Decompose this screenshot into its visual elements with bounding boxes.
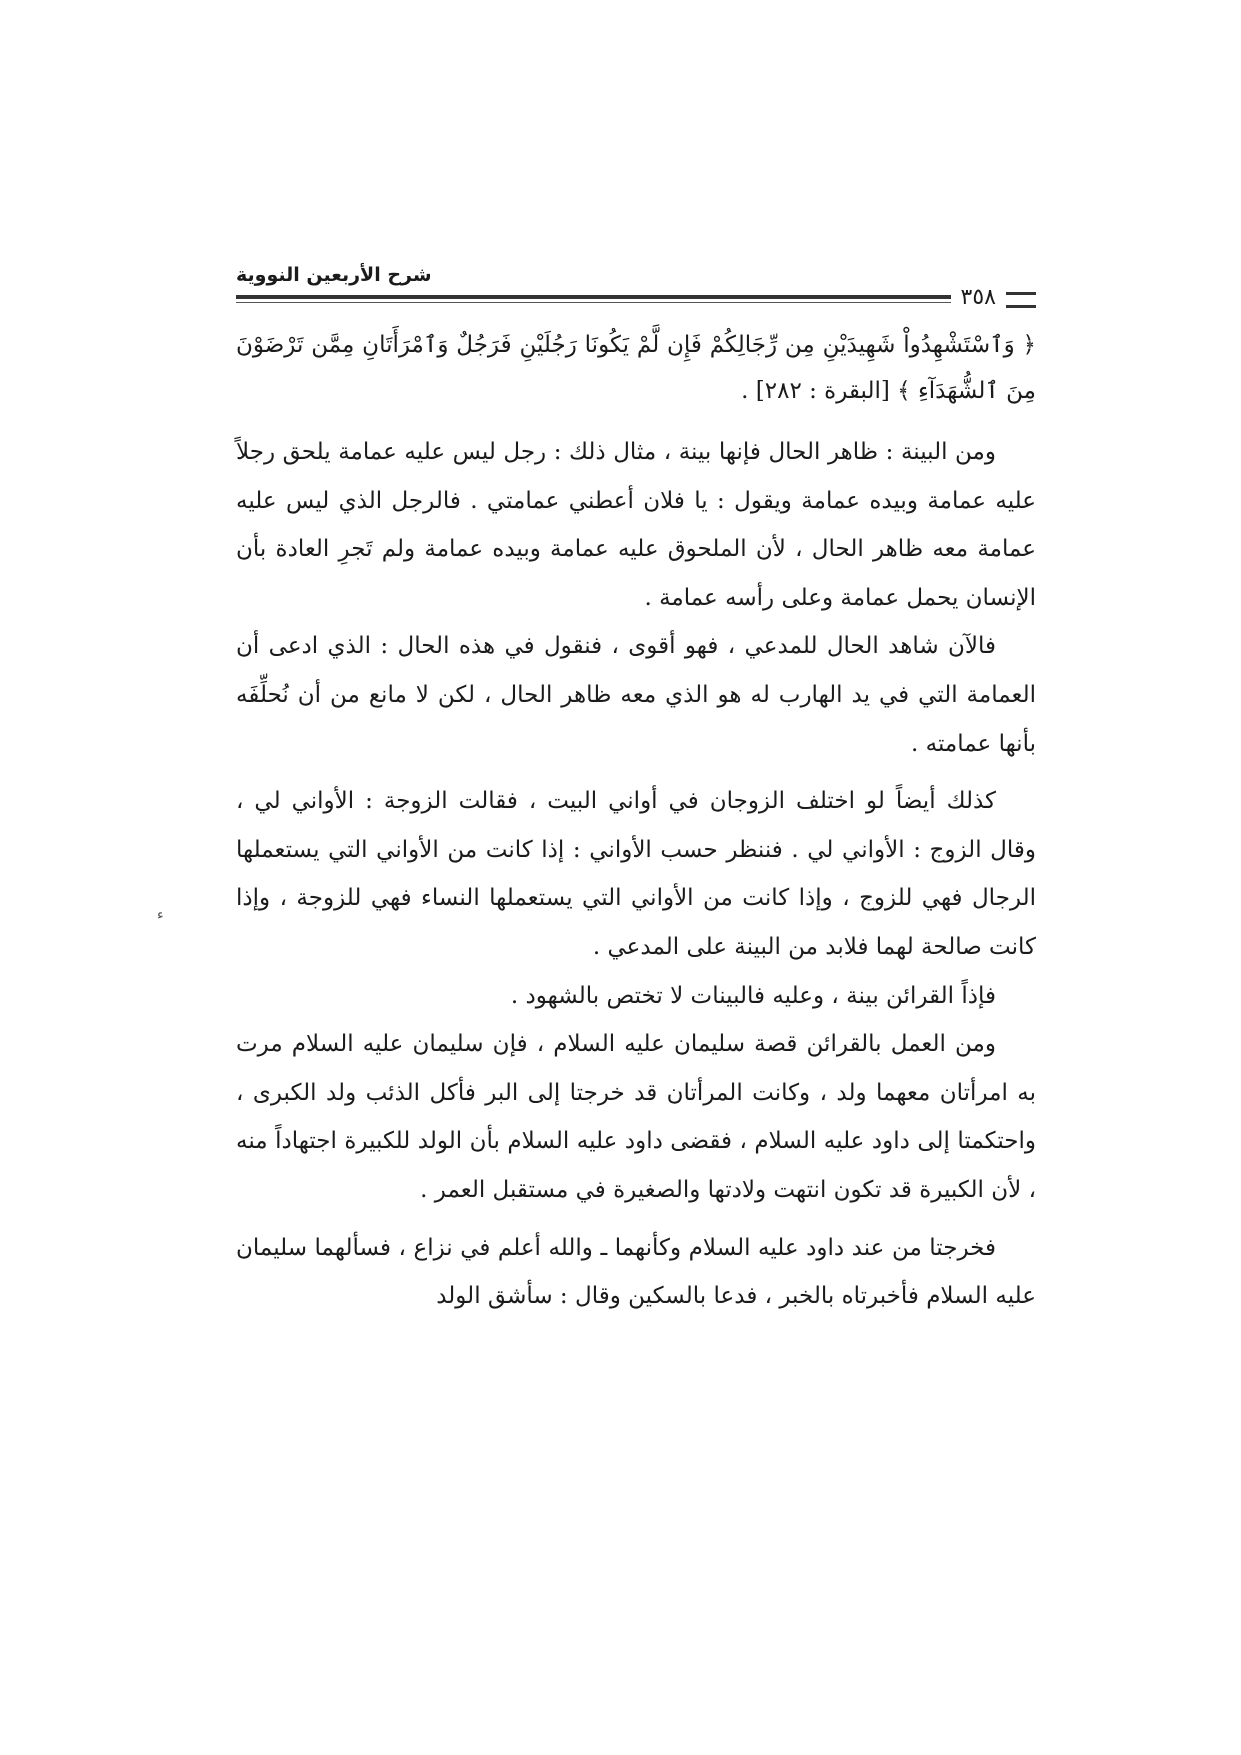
margin-mark: ء bbox=[157, 907, 164, 923]
paragraph: ومن البينة : ظاهر الحال فإنها بينة ، مثال ذلك : رجل ليس عليه عمامة يلحق رجلاً عليه عمامة وبيده عمامة ويقول : يا فلان أعطني عمامتي . فالرجل الذي ليس عليه عمامة معه ظاهر الحال ، لأن الملحوق عليه عمامة وبيده عمامة ولم تَجرِ العادة بأن الإنسان يحمل عمامة وعلى رأسه عمامة . bbox=[236, 439, 1036, 611]
header-rule-thin bbox=[236, 302, 951, 303]
page-header bbox=[236, 262, 1036, 314]
book-title: شرح الأربعين النووية bbox=[236, 264, 432, 286]
page-number: ٣٥٨ bbox=[960, 285, 996, 310]
paragraph: فالآن شاهد الحال للمدعي ، فهو أقوى ، فنقول في هذه الحال : الذي ادعى أن العمامة التي في يد الهارب له هو الذي معه ظاهر الحال ، لكن لا مانع من أن نُحلِّفَه بأنها عمامته . bbox=[236, 633, 1036, 757]
quran-verse: ﴿ وَٱسْتَشْهِدُواْ شَهِيدَيْنِ مِن رِّجَالِكُمْ فَإِن لَّمْ يَكُونَا رَجُلَيْنِ فَرَجُلٌ وَٱمْرَأَتَانِ مِمَّن تَرْضَوْنَ مِنَ ٱلشُّهَدَآءِ ﴾ [البقرة : ٢٨٢] . bbox=[236, 332, 1036, 404]
paragraph: كذلك أيضاً لو اختلف الزوجان في أواني البيت ، فقالت الزوجة : الأواني لي ، وقال الزوج : الأواني لي . فننظر حسب الأواني : إذا كانت من الأواني التي يستعملها الرجال فهي للزوج ، وإذا كانت من الأواني التي يستعملها النساء فهي للزوجة ، وإذا كانت صالحة لهما فلابد من البينة على المدعي . bbox=[236, 788, 1036, 960]
paragraph: فإذاً القرائن بينة ، وعليه فالبينات لا تختص بالشهود . bbox=[510, 982, 996, 1009]
page-body bbox=[236, 322, 1036, 1321]
paragraph: ومن العمل بالقرائن قصة سليمان عليه السلام ، فإن سليمان عليه السلام مرت به امرأتان معهما ولد ، وكانت المرأتان قد خرجتا إلى البر فأكل الذئب ولد الكبرى ، واحتكمتا إلى داود عليه السلام ، فقضى داود عليه السلام بأن الولد للكبيرة اجتهاداً منه ، لأن الكبيرة قد تكون انتهت ولادتها والصغيرة في مستقبل العمر . bbox=[236, 1031, 1036, 1203]
header-rule bbox=[236, 295, 951, 299]
page-number-ornament bbox=[1006, 292, 1036, 308]
paragraph: فخرجتا من عند داود عليه السلام وكأنهما ـ والله أعلم في نزاع ، فسألهما سليمان عليه السلام فأخبرتاه بالخبر ، فدعا بالسكين وقال : سأشق الولد bbox=[236, 1234, 1036, 1310]
